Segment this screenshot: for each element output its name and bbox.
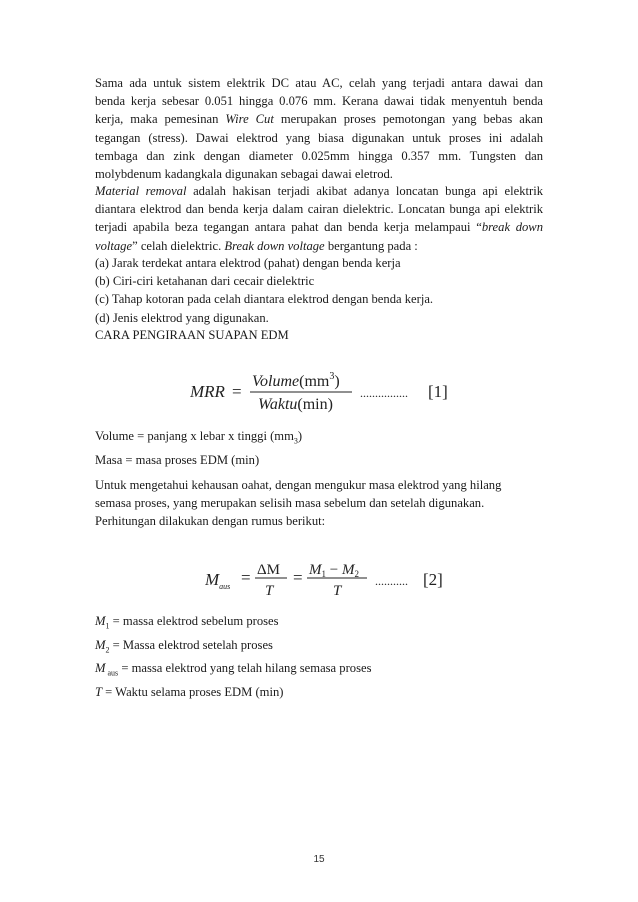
- text-line: benda kerja sebesar 0.051 hingga 0.076 mm. Kerana dawai tidak menyentuh benda: [95, 94, 543, 109]
- formula2-variables: [95, 612, 543, 701]
- variable-t: T = Waktu selama proses EDM (min): [95, 685, 284, 700]
- list-item: (b) Ciri-ciri ketahanan dari cecair dielektric: [95, 274, 315, 289]
- text-line: Material removal adalah hakisan terjadi akibat adanya loncatan bunga api elektrik: [95, 184, 543, 198]
- fraction1-numerator: ΔM: [257, 562, 280, 578]
- text-line: voltage” celah dielektric. Break down voltage bergantung pada :: [95, 238, 418, 253]
- formula-maus: [205, 559, 465, 599]
- formula-ref: [1]: [428, 382, 448, 401]
- formula-equals: =: [232, 382, 242, 401]
- formula-lhs: $M_{aus}$: [205, 570, 231, 591]
- fraction1-denominator: T: [265, 583, 274, 599]
- formula-ref: [2]: [423, 570, 443, 589]
- paragraph-material-removal: [95, 182, 543, 255]
- text-line: Perhitungan dilakukan dengan rumus berikut:: [95, 514, 326, 529]
- text-line: terjadi apabila beza tegangan antara pahat dan benda kerja melampaui “break down: [95, 220, 544, 235]
- formula-mrr: [190, 367, 490, 415]
- list-item: (d) Jenis elektrod yang digunakan.: [95, 310, 269, 325]
- formula-dots: ...........: [375, 574, 408, 588]
- formula1-variables: [95, 427, 543, 469]
- text-line: Sama ada untuk sistem elektrik DC atau AC, celah yang terjadi antara dawai dan: [95, 76, 543, 90]
- variable-maus: M $_{aus}$ = massa elektrod yang telah hilang semasa proses: [95, 661, 372, 678]
- factor-list: [95, 254, 543, 327]
- formula-denominator: Waktu(min): [258, 396, 333, 413]
- section-heading: CARA PENGIRAAN SUAPAN EDM: [95, 328, 289, 342]
- text-line: molybdenum kadangkala digunakan sebagai dawai eletrod.: [95, 167, 393, 182]
- text-line: diantara elektrod dan benda kerja dalam cairan dielektric. Loncatan bunga api elektrik: [95, 202, 543, 217]
- italic-term: Wire Cut: [225, 112, 274, 127]
- text-line: kerja, maka pemesinan Wire Cut merupakan proses pemotongan yang bebas akan: [95, 112, 543, 127]
- fraction2-denominator: T: [333, 583, 342, 599]
- formula-equals: =: [293, 568, 303, 587]
- formula-equals: =: [241, 568, 251, 587]
- variable-m2: $M_2$ = Massa elektrod setelah proses: [95, 637, 273, 655]
- list-item: (c) Tahap kotoran pada celah diantara elektrod dengan benda kerja.: [95, 292, 434, 307]
- text-line: semasa proses, yang merupakan selisih masa sebelum dan setelah digunakan.: [95, 496, 485, 511]
- variable-volume: Volume = panjang x lebar x tinggi $(mm_3)$: [95, 429, 303, 446]
- paragraph-wire-cut: [95, 74, 543, 183]
- formula-numerator: $Volume(mm^3)$: [252, 371, 340, 390]
- text-line: tembaga dan zink dengan diameter 0.025mm hingga 0.357 mm. Tungsten dan: [95, 148, 543, 163]
- text-line: tegangan (stress). Dawai elektrod yang biasa digunakan untuk proses ini adalah: [95, 130, 543, 145]
- list-item: (a) Jarak terdekat antara elektrod (pahat) dengan benda kerja: [95, 256, 401, 270]
- paragraph-kehausan: [95, 476, 543, 531]
- formula-dots: ................: [360, 386, 408, 400]
- variable-m1: $M_1$ = massa elektrod sebelum proses: [95, 614, 279, 631]
- formula-lhs: MRR: [190, 382, 225, 401]
- text-line: Untuk mengetahui kehausan oahat, dengan mengukur masa elektrod yang hilang: [95, 478, 502, 492]
- page-number: 15: [313, 854, 325, 865]
- fraction2-numerator: $M_1 - M_2$: [309, 562, 359, 579]
- variable-masa: Masa = masa proses EDM (min): [95, 452, 260, 467]
